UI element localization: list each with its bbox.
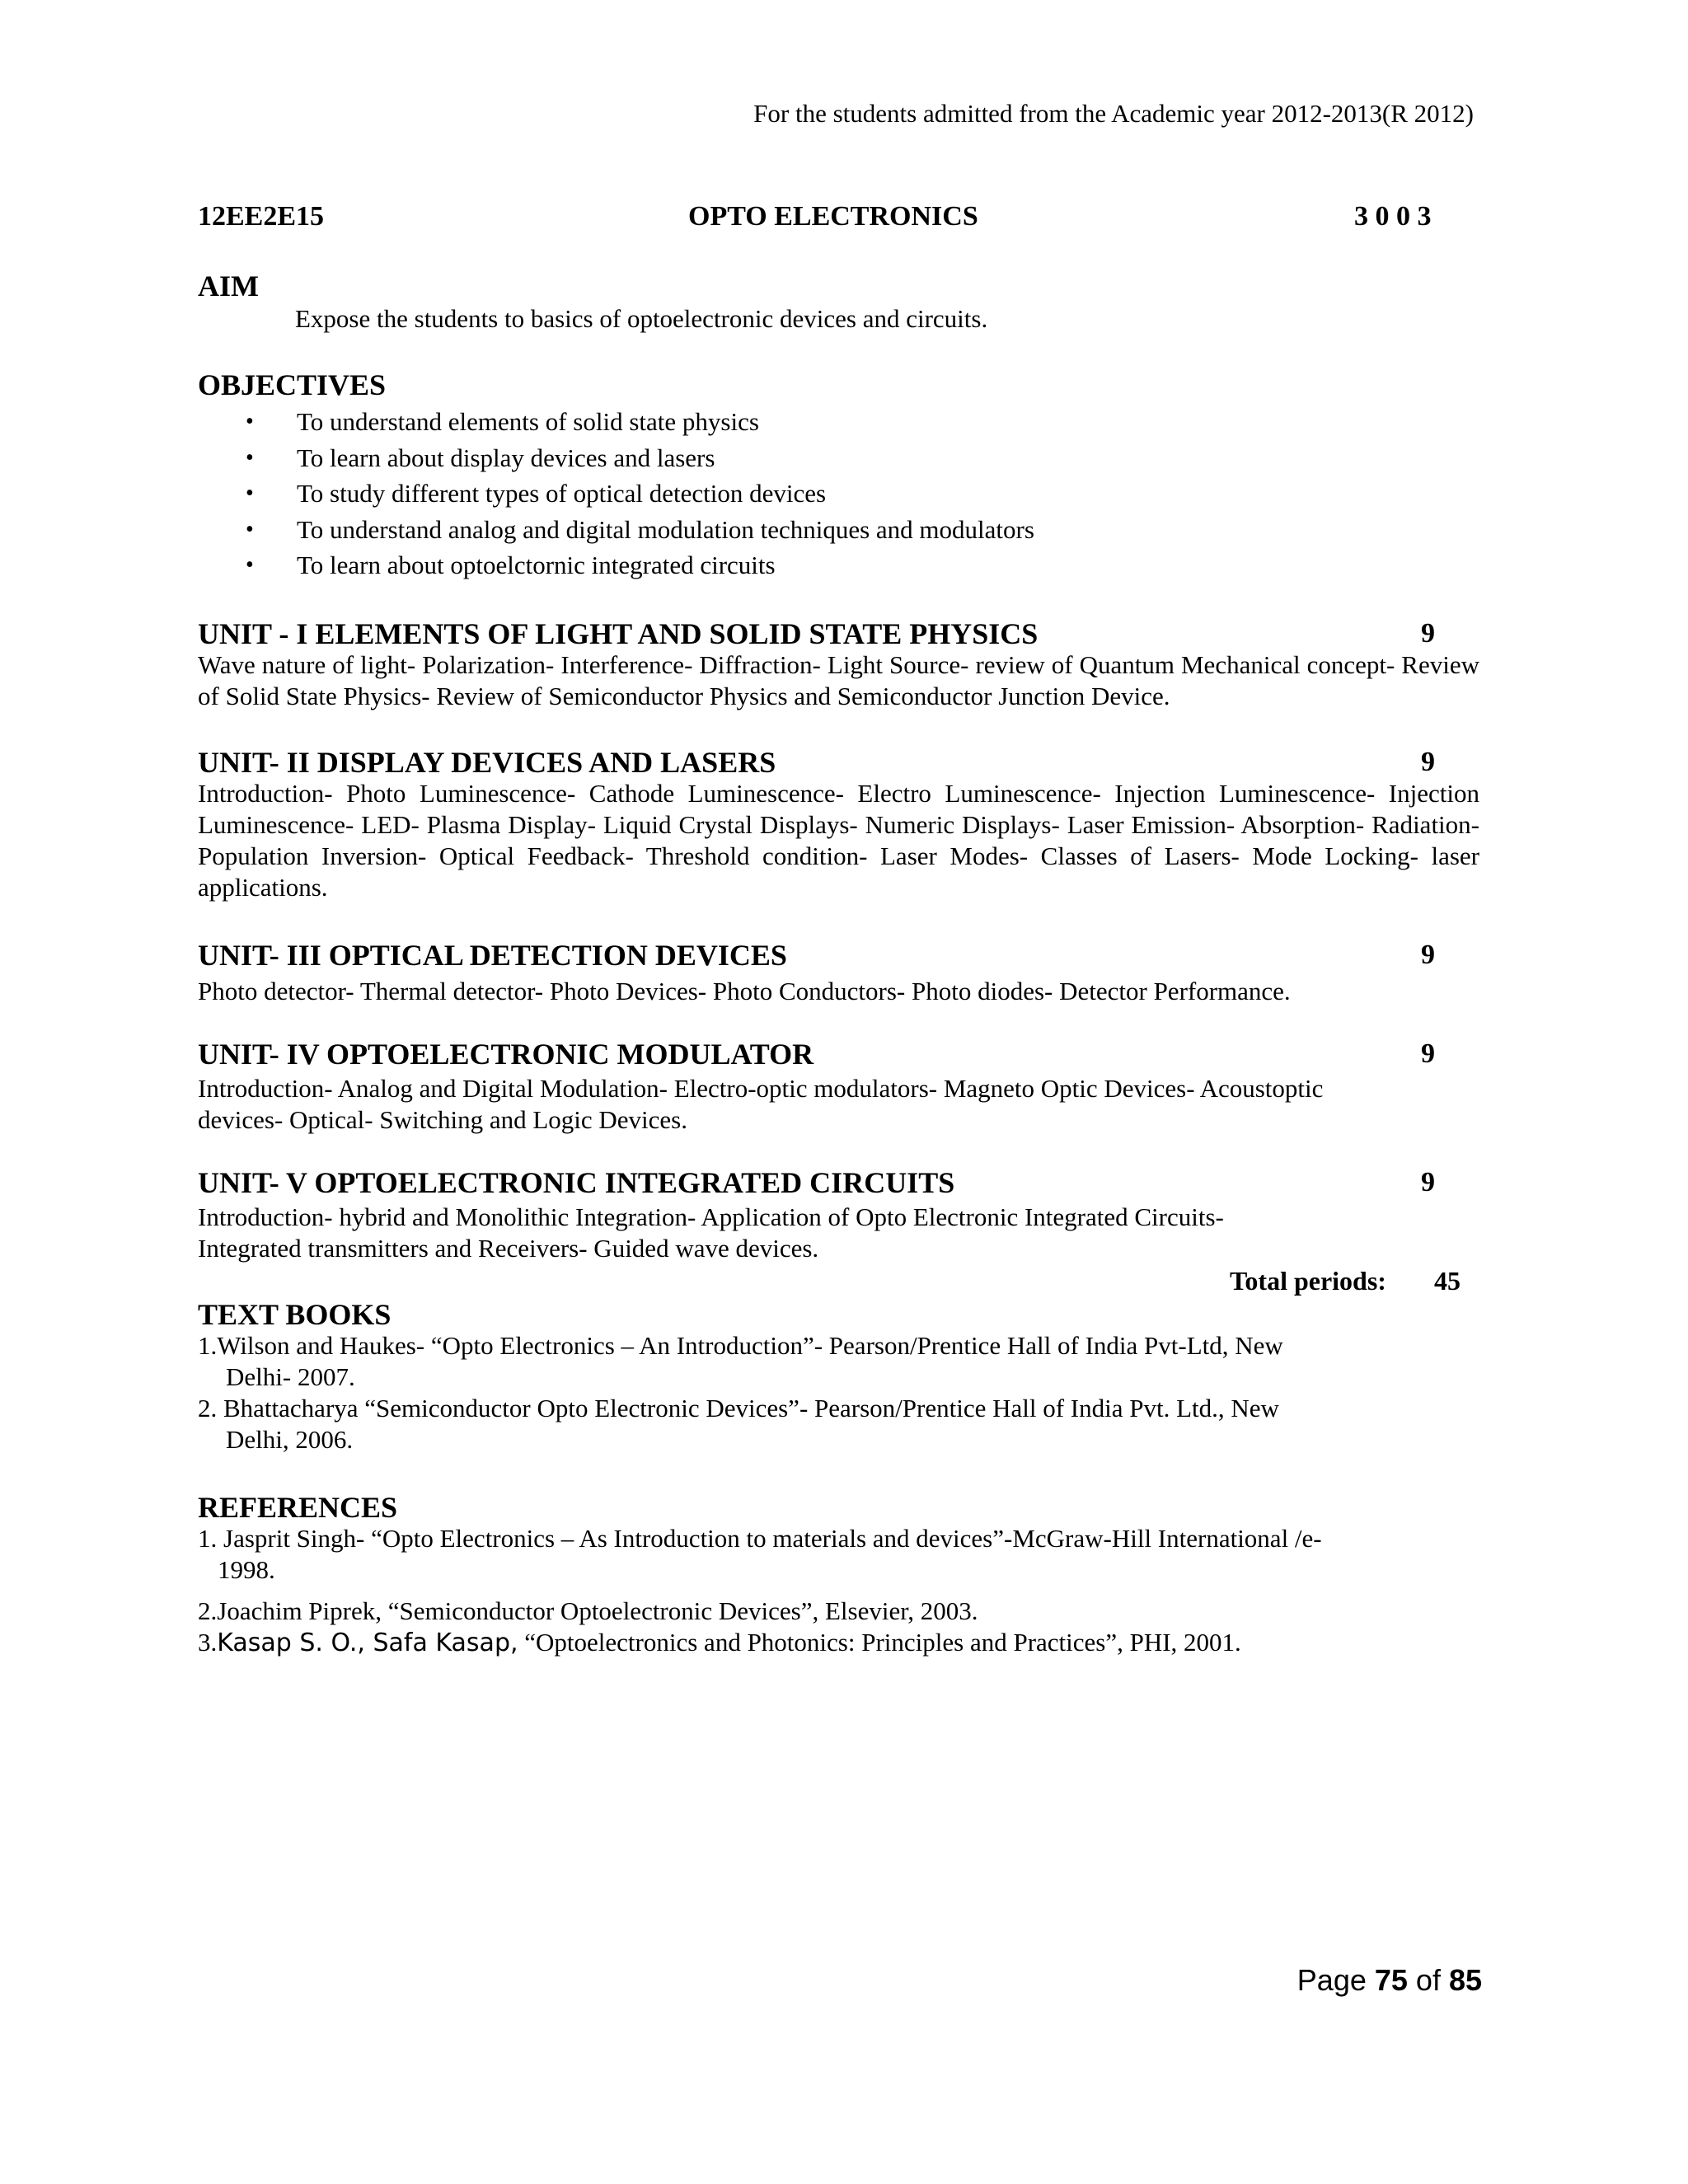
- textbook-item: 1.Wilson and Haukes- “Opto Electronics – An Introduction”- Pearson/Prentice Hall of India Pvt-Ltd, New Delhi- 2007.: [198, 1331, 1283, 1391]
- unit-3-hours: 9: [1421, 940, 1435, 970]
- bullet-icon: •: [246, 516, 254, 542]
- total-periods-label: Total periods:: [1230, 1266, 1386, 1296]
- unit-5-title: UNIT- V OPTOELECTRONIC INTEGRATED CIRCUITS: [198, 1166, 955, 1199]
- textbook-item: 2. Bhattacharya “Semiconductor Opto Electronic Devices”- Pearson/Prentice Hall of India Pvt. Ltd., New Delhi, 2006.: [198, 1394, 1279, 1454]
- unit-5-content-line-2: Integrated transmitters and Receivers- Guided wave devices.: [198, 1234, 819, 1263]
- admission-note: For the students admitted from the Academic year 2012-2013(R 2012): [753, 99, 1474, 128]
- reference-item: 1. Jasprit Singh- “Opto Electronics – As Introduction to materials and devices”-McGraw-Hill International /e- 1998.: [198, 1524, 1322, 1584]
- unit-4-content-line-1: Introduction- Analog and Digital Modulation- Electro-optic modulators- Magneto Optic Devices- Acoustoptic: [198, 1074, 1324, 1103]
- unit-2-content: Introduction- Photo Luminescence- Cathode Luminescence- Electro Luminescence- Injection Luminescence- Injection Luminescence- LED- Plasma Display- Liquid Crystal Displays- Numeric Displays- Laser Emission- Absorption- Radiation- Population Inversion- Optical Feedback- Threshold condition- Laser Modes- Classes of Lasers- Mode Locking- laser applications.: [198, 779, 1479, 902]
- unit-4-content-line-2: devices- Optical- Switching and Logic Devices.: [198, 1105, 687, 1134]
- objectives-list: [198, 404, 1034, 583]
- reference-item: 2.Joachim Piprek, “Semiconductor Optoelectronic Devices”, Elsevier, 2003.: [198, 1596, 978, 1625]
- aim-heading: AIM: [198, 269, 259, 302]
- bullet-icon: •: [246, 552, 254, 578]
- unit-1-content: Wave nature of light- Polarization- Interference- Diffraction- Light Source- review of Quantum Mechanical concept- Review of Solid State Physics- Review of Semiconductor Physics and Semiconductor Junction Device.: [198, 650, 1479, 710]
- unit-5-hours: 9: [1421, 1167, 1435, 1197]
- total-periods-value: 45: [1434, 1266, 1461, 1296]
- unit-4-title: UNIT- IV OPTOELECTRONIC MODULATOR: [198, 1038, 814, 1071]
- list-item: • To learn about optoelctornic integrated circuits: [198, 547, 1034, 583]
- unit-3-title: UNIT- III OPTICAL DETECTION DEVICES: [198, 939, 787, 972]
- aim-text: Expose the students to basics of optoelectronic devices and circuits.: [295, 304, 988, 333]
- list-item: • To understand elements of solid state physics: [198, 404, 1034, 440]
- unit-5-content-line-1: Introduction- hybrid and Monolithic Integration- Application of Opto Electronic Integrated Circuits-: [198, 1202, 1224, 1231]
- unit-2-hours: 9: [1421, 747, 1435, 777]
- unit-2-title: UNIT- II DISPLAY DEVICES AND LASERS: [198, 746, 776, 779]
- unit-1-hours: 9: [1421, 618, 1435, 649]
- page-number: Page 75 of 85: [1296, 1963, 1482, 1997]
- bullet-icon: •: [246, 409, 254, 434]
- reference-authors: Kasap S. O., Safa Kasap,: [217, 1629, 518, 1657]
- unit-1-title: UNIT - I ELEMENTS OF LIGHT AND SOLID STATE PHYSICS: [198, 617, 1039, 650]
- list-item: • To understand analog and digital modulation techniques and modulators: [198, 512, 1034, 548]
- bullet-icon: •: [246, 480, 254, 506]
- textbooks-heading: TEXT BOOKS: [198, 1298, 392, 1331]
- course-credits: 3 0 0 3: [1354, 201, 1432, 232]
- course-code: 12EE2E15: [198, 201, 325, 232]
- references-heading: REFERENCES: [198, 1491, 398, 1524]
- list-item: • To learn about display devices and lasers: [198, 440, 1034, 476]
- reference-item: 3.Kasap S. O., Safa Kasap, “Optoelectronics and Photonics: Principles and Practices”, PHI, 2001.: [198, 1628, 1241, 1657]
- unit-4-hours: 9: [1421, 1038, 1435, 1069]
- objectives-heading: OBJECTIVES: [198, 368, 387, 401]
- list-item: • To study different types of optical detection devices: [198, 476, 1034, 512]
- bullet-icon: •: [246, 444, 254, 471]
- course-header: [198, 201, 1434, 234]
- course-title: OPTO ELECTRONICS: [688, 201, 978, 232]
- unit-3-content: Photo detector- Thermal detector- Photo Devices- Photo Conductors- Photo diodes- Detector Performance.: [198, 977, 1291, 1005]
